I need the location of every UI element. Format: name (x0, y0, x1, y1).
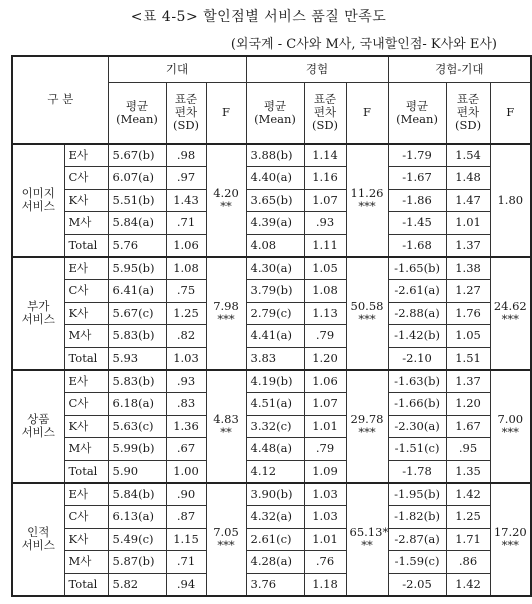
table-row (12, 144, 531, 167)
expect-sd-cell: .71 (166, 551, 206, 574)
company-cell: K사 (64, 415, 108, 438)
expect-mean-cell: 5.67(b) (108, 144, 166, 167)
company-cell: M사 (64, 212, 108, 235)
exper-mean-cell: 4.48(a) (246, 438, 304, 461)
gap-sd-cell: 1.67 (446, 415, 490, 438)
exper-sd-cell: 1.11 (304, 234, 346, 257)
table-row (12, 551, 531, 574)
group-label: 부가 서비스 (12, 257, 64, 370)
company-cell: C사 (64, 167, 108, 190)
gap-mean-cell: -2.30(a) (388, 415, 446, 438)
exper-mean-cell: 4.30(a) (246, 257, 304, 280)
expect-mean-cell: 5.84(b) (108, 483, 166, 506)
exper-sd-cell: 1.06 (304, 370, 346, 393)
company-cell: E사 (64, 257, 108, 280)
expect-sd-cell: 1.25 (166, 302, 206, 325)
expect-mean-cell: 6.13(a) (108, 506, 166, 529)
exper-sd-cell: 1.13 (304, 302, 346, 325)
gap-sd-cell: 1.35 (446, 460, 490, 483)
expect-mean-cell: 6.18(a) (108, 393, 166, 416)
gap-f-cell: 24.62 *** (490, 257, 531, 370)
expect-mean-cell: 6.07(a) (108, 167, 166, 190)
exper-sd-cell: 1.08 (304, 280, 346, 303)
expect-mean-cell: 5.93 (108, 347, 166, 370)
expect-mean-cell: 5.84(a) (108, 212, 166, 235)
exper-mean-cell: 2.79(c) (246, 302, 304, 325)
header-sd: 표준 편차 (SD) (446, 82, 490, 144)
expect-sd-cell: 1.00 (166, 460, 206, 483)
exper-mean-cell: 2.61(c) (246, 528, 304, 551)
gap-sd-cell: 1.76 (446, 302, 490, 325)
gap-sd-cell: 1.25 (446, 506, 490, 529)
gap-mean-cell: -1.65(b) (388, 257, 446, 280)
company-cell: M사 (64, 551, 108, 574)
header-mean: 평균 (Mean) (388, 82, 446, 144)
gap-sd-cell: .86 (446, 551, 490, 574)
expect-mean-cell: 5.83(b) (108, 370, 166, 393)
exper-mean-cell: 3.32(c) (246, 415, 304, 438)
expect-sd-cell: .90 (166, 483, 206, 506)
gap-sd-cell: 1.48 (446, 167, 490, 190)
gap-mean-cell: -2.05 (388, 573, 446, 596)
expect-sd-cell: .93 (166, 370, 206, 393)
gap-sd-cell: 1.01 (446, 212, 490, 235)
company-cell: C사 (64, 393, 108, 416)
table-row (12, 257, 531, 280)
expect-mean-cell: 5.51(b) (108, 189, 166, 212)
company-cell: K사 (64, 302, 108, 325)
company-cell: M사 (64, 325, 108, 348)
exper-sd-cell: 1.03 (304, 483, 346, 506)
table-row (12, 212, 531, 235)
company-cell: Total (64, 460, 108, 483)
gap-sd-cell: 1.42 (446, 573, 490, 596)
exper-sd-cell: .76 (304, 551, 346, 574)
gap-sd-cell: 1.20 (446, 393, 490, 416)
gap-sd-cell: 1.27 (446, 280, 490, 303)
header-expectation: 기대 (108, 56, 246, 82)
gap-mean-cell: -1.95(b) (388, 483, 446, 506)
header-f: F (346, 82, 388, 144)
expect-mean-cell: 5.90 (108, 460, 166, 483)
gap-f-cell: 17.20 *** (490, 483, 531, 596)
table-row (12, 234, 531, 257)
exper-mean-cell: 4.32(a) (246, 506, 304, 529)
gap-mean-cell: -1.51(c) (388, 438, 446, 461)
gap-mean-cell: -1.67 (388, 167, 446, 190)
company-cell: M사 (64, 438, 108, 461)
exper-sd-cell: .79 (304, 325, 346, 348)
table-row (12, 370, 531, 393)
company-cell: C사 (64, 506, 108, 529)
header-gubun: 구 분 (12, 56, 108, 144)
exper-mean-cell: 3.79(b) (246, 280, 304, 303)
table-row (12, 483, 531, 506)
exper-sd-cell: 1.01 (304, 415, 346, 438)
exper-mean-cell: 3.90(b) (246, 483, 304, 506)
exper-sd-cell: .79 (304, 438, 346, 461)
exper-f-cell: 65.13* ** (346, 483, 388, 596)
gap-mean-cell: -1.42(b) (388, 325, 446, 348)
expect-sd-cell: .83 (166, 393, 206, 416)
expect-sd-cell: 1.36 (166, 415, 206, 438)
expect-f-cell: 4.20 ** (206, 144, 246, 257)
expect-sd-cell: 1.43 (166, 189, 206, 212)
header-sd: 표준 편차 (SD) (166, 82, 206, 144)
expect-mean-cell: 5.76 (108, 234, 166, 257)
company-cell: Total (64, 573, 108, 596)
exper-f-cell: 50.58 *** (346, 257, 388, 370)
company-cell: K사 (64, 528, 108, 551)
gap-mean-cell: -1.79 (388, 144, 446, 167)
expect-f-cell: 7.98 *** (206, 257, 246, 370)
expect-f-cell: 7.05 *** (206, 483, 246, 596)
header-f: F (490, 82, 531, 144)
expect-mean-cell: 5.49(c) (108, 528, 166, 551)
gap-mean-cell: -1.86 (388, 189, 446, 212)
gap-mean-cell: -1.68 (388, 234, 446, 257)
gap-mean-cell: -1.59(c) (388, 551, 446, 574)
expect-sd-cell: .94 (166, 573, 206, 596)
company-cell: E사 (64, 144, 108, 167)
expect-mean-cell: 5.95(b) (108, 257, 166, 280)
expect-mean-cell: 5.83(b) (108, 325, 166, 348)
expect-sd-cell: .67 (166, 438, 206, 461)
gap-mean-cell: -2.10 (388, 347, 446, 370)
table-title: <표 4-5> 할인점별 서비스 품질 만족도 (130, 9, 387, 25)
gap-sd-cell: 1.37 (446, 234, 490, 257)
gap-sd-cell: 1.71 (446, 528, 490, 551)
exper-f-cell: 11.26 *** (346, 144, 388, 257)
table-row (12, 415, 531, 438)
exper-sd-cell: 1.20 (304, 347, 346, 370)
group-label: 인적 서비스 (12, 483, 64, 596)
table-row (12, 189, 531, 212)
expect-mean-cell: 6.41(a) (108, 280, 166, 303)
gap-sd-cell: 1.42 (446, 483, 490, 506)
exper-mean-cell: 3.83 (246, 347, 304, 370)
company-cell: E사 (64, 483, 108, 506)
table-row (12, 302, 531, 325)
expect-mean-cell: 5.87(b) (108, 551, 166, 574)
exper-mean-cell: 3.88(b) (246, 144, 304, 167)
expect-sd-cell: .97 (166, 167, 206, 190)
exper-sd-cell: 1.05 (304, 257, 346, 280)
expect-mean-cell: 5.82 (108, 573, 166, 596)
gap-f-cell: 7.00 *** (490, 370, 531, 483)
table-row (12, 460, 531, 483)
expect-sd-cell: .71 (166, 212, 206, 235)
exper-mean-cell: 4.19(b) (246, 370, 304, 393)
exper-mean-cell: 4.41(a) (246, 325, 304, 348)
exper-sd-cell: 1.16 (304, 167, 346, 190)
exper-mean-cell: 4.12 (246, 460, 304, 483)
satisfaction-table (11, 55, 532, 597)
exper-mean-cell: 4.28(a) (246, 551, 304, 574)
header-gap: 경험-기대 (388, 56, 531, 82)
gap-mean-cell: -1.82(b) (388, 506, 446, 529)
gap-sd-cell: 1.54 (446, 144, 490, 167)
table-row (12, 280, 531, 303)
gap-sd-cell: 1.05 (446, 325, 490, 348)
expect-sd-cell: 1.08 (166, 257, 206, 280)
exper-sd-cell: 1.07 (304, 189, 346, 212)
gap-sd-cell: 1.51 (446, 347, 490, 370)
expect-sd-cell: 1.15 (166, 528, 206, 551)
gap-mean-cell: -1.63(b) (388, 370, 446, 393)
table-subtitle: (외국계 - C사와 M사, 국내할인점- K사와 E사) (230, 37, 497, 52)
group-label: 상품 서비스 (12, 370, 64, 483)
company-cell: Total (64, 234, 108, 257)
company-cell: K사 (64, 189, 108, 212)
header-experience: 경험 (246, 56, 388, 82)
exper-sd-cell: 1.07 (304, 393, 346, 416)
expect-sd-cell: .98 (166, 144, 206, 167)
exper-mean-cell: 4.39(a) (246, 212, 304, 235)
table-row (12, 325, 531, 348)
header-f: F (206, 82, 246, 144)
company-cell: E사 (64, 370, 108, 393)
table-row (12, 528, 531, 551)
expect-sd-cell: .82 (166, 325, 206, 348)
header-mean: 평균 (Mean) (108, 82, 166, 144)
table-row (12, 438, 531, 461)
exper-mean-cell: 4.08 (246, 234, 304, 257)
header-mean: 평균 (Mean) (246, 82, 304, 144)
gap-mean-cell: -2.87(a) (388, 528, 446, 551)
expect-sd-cell: .87 (166, 506, 206, 529)
exper-sd-cell: 1.14 (304, 144, 346, 167)
group-label: 이미지 서비스 (12, 144, 64, 257)
exper-sd-cell: 1.01 (304, 528, 346, 551)
gap-mean-cell: -2.61(a) (388, 280, 446, 303)
expect-mean-cell: 5.99(b) (108, 438, 166, 461)
exper-sd-cell: 1.18 (304, 573, 346, 596)
table-row (12, 506, 531, 529)
expect-sd-cell: 1.06 (166, 234, 206, 257)
table-row (12, 393, 531, 416)
expect-mean-cell: 5.67(c) (108, 302, 166, 325)
expect-sd-cell: .75 (166, 280, 206, 303)
gap-mean-cell: -1.45 (388, 212, 446, 235)
exper-f-cell: 29.78 *** (346, 370, 388, 483)
exper-sd-cell: 1.03 (304, 506, 346, 529)
exper-mean-cell: 3.76 (246, 573, 304, 596)
company-cell: Total (64, 347, 108, 370)
exper-mean-cell: 4.40(a) (246, 167, 304, 190)
expect-mean-cell: 5.63(c) (108, 415, 166, 438)
table-row (12, 167, 531, 190)
exper-sd-cell: .93 (304, 212, 346, 235)
header-sd: 표준 편차 (SD) (304, 82, 346, 144)
gap-mean-cell: -1.66(b) (388, 393, 446, 416)
exper-mean-cell: 3.65(b) (246, 189, 304, 212)
gap-sd-cell: .95 (446, 438, 490, 461)
company-cell: C사 (64, 280, 108, 303)
gap-mean-cell: -1.78 (388, 460, 446, 483)
table-row (12, 573, 531, 596)
gap-sd-cell: 1.47 (446, 189, 490, 212)
table-row (12, 347, 531, 370)
exper-sd-cell: 1.09 (304, 460, 346, 483)
expect-sd-cell: 1.03 (166, 347, 206, 370)
gap-f-cell: 1.80 (490, 144, 531, 257)
expect-f-cell: 4.83 ** (206, 370, 246, 483)
gap-sd-cell: 1.38 (446, 257, 490, 280)
exper-mean-cell: 4.51(a) (246, 393, 304, 416)
gap-sd-cell: 1.37 (446, 370, 490, 393)
gap-mean-cell: -2.88(a) (388, 302, 446, 325)
